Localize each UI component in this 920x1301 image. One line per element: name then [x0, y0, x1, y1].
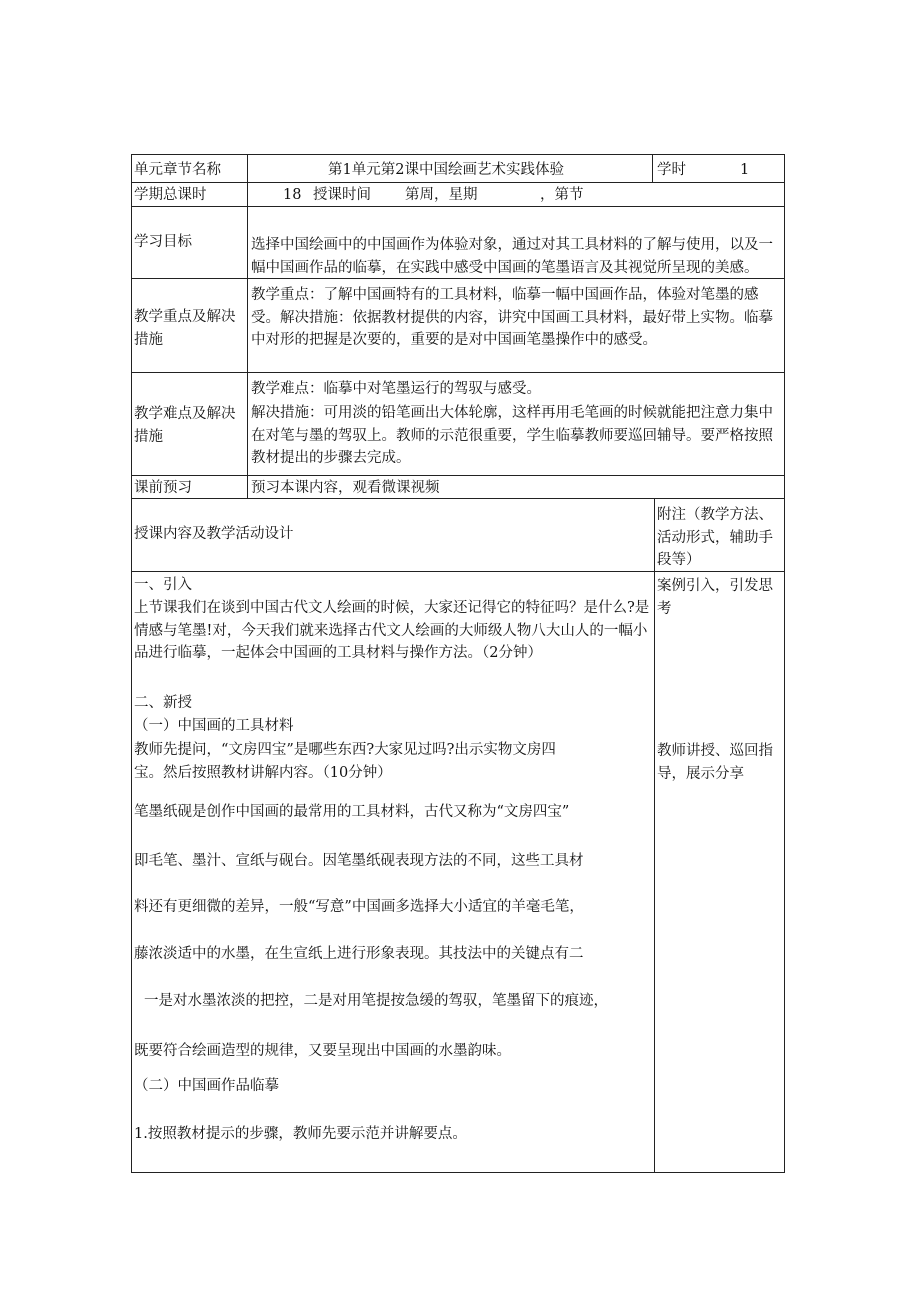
table-border-bottom	[131, 1172, 785, 1173]
difficulty-point: 教学难点：临摹中对笔墨运行的驾驭与感受。	[251, 381, 541, 397]
hours-label: 学时	[657, 162, 686, 178]
key-point-text: 教学重点：了解中国画特有的工具材料，临摹一幅中国画作品，体验对笔墨的感受。解决措施：依据教材提供的内容，讲究中国画工具材料，最好带上实物。临摹中对形的把握是次要的，重要的是对中国画笔墨操作中的感受。	[251, 287, 773, 348]
row-divider	[131, 206, 785, 207]
preview-text: 预习本课内容，观看微课视频	[251, 480, 440, 496]
learning-objective-text: 选择中国绘画中的中国画作为体验对象，通过对其工具材料的了解与使用，以及一幅中国画作品的临摹，在实践中感受中国画的笔墨语言及其视觉所呈现的美感。	[251, 237, 773, 276]
row-divider	[131, 498, 785, 499]
copy-section-title: （二）中国画作品临摹	[134, 1078, 279, 1094]
notes-header: 附注（教学方法、活动形式，辅助手段等）	[657, 507, 773, 568]
difficulty-label: 教学难点及解决措施	[134, 406, 236, 445]
key-point-label: 教学重点及解决措施	[134, 309, 236, 348]
table-border-right	[784, 154, 785, 1173]
learning-objective-label: 学习目标	[134, 234, 192, 250]
copy-step-1: 1.按照教材提示的步骤，教师先要示范并讲解要点。	[134, 1126, 467, 1142]
materials-paragraph-line5: 一是对水墨浓淡的把控，二是对用笔提按急缓的驾驭，笔墨留下的痕迹，	[144, 993, 608, 1009]
materials-paragraph-line2: 即毛笔、墨汁、宣纸与砚台。因笔墨纸砚表现方法的不同，这些工具材	[134, 853, 584, 869]
note-intro: 案例引入，引发思考	[657, 578, 773, 617]
row-divider	[131, 475, 785, 476]
unit-chapter-value: 第1单元第2课中国绘画艺术实践体验	[328, 162, 564, 178]
class-section: ，第节	[540, 187, 584, 203]
note-teaching: 教师讲授、巡回指导，展示分享	[657, 743, 773, 782]
materials-paragraph-line1: 笔墨纸砚是创作中国画的最常用的工具材料，古代又称为“文房四宝”	[134, 804, 570, 820]
new-lesson-title: 二、新授	[134, 695, 192, 711]
unit-chapter-label: 单元章节名称	[134, 162, 221, 178]
preview-label: 课前预习	[134, 480, 192, 496]
activity-design-header: 授课内容及教学活动设计	[134, 526, 294, 542]
term-hours-label: 学期总课时	[134, 187, 207, 203]
materials-intro-line2: 宝。然后按照教材讲解内容。（10分钟）	[134, 765, 392, 781]
materials-section-title: （一）中国画的工具材料	[134, 718, 294, 734]
hours-value: 1	[740, 162, 750, 178]
materials-paragraph-line3: 料还有更细微的差异，一般“写意”中国画多选择大小适宜的羊毫毛笔，	[134, 899, 584, 915]
difficulty-solution: 解决措施：可用淡的铅笔画出大体轮廓，这样再用毛笔画的时候就能把注意力集中在对笔与墨的驾驭上。教师的示范很重要，学生临摹教师要巡回辅导。要严格按照教材提出的步骤去完成。	[251, 405, 773, 466]
class-week: 第周，星期	[405, 187, 478, 203]
materials-paragraph-line6: 既要符合绘画造型的规律，又要呈现出中国画的水墨韵味。	[134, 1043, 511, 1059]
intro-title: 一、引入	[134, 577, 192, 593]
notes-column-divider	[654, 498, 655, 1173]
materials-paragraph-line4: 藤浓淡适中的水墨，在生宣纸上进行形象表现。其技法中的关键点有二	[134, 946, 584, 962]
class-time-label: 授课时间	[313, 187, 371, 203]
materials-intro-line1: 教师先提问，“文房四宝”是哪些东西?大家见过吗?出示实物文房四	[134, 742, 556, 758]
row-divider	[131, 182, 785, 183]
hours-column-divider	[652, 154, 653, 183]
table-border-left	[131, 154, 132, 1173]
intro-text: 上节课我们在谈到中国古代文人绘画的时候，大家还记得它的特征吗？是什么?是情感与笔墨!对，今天我们就来选择古代文人绘画的大师级人物八大山人的一幅小品进行临摹，一起体会中国画的工具材料与操作方法。（2分钟）	[134, 600, 650, 661]
label-column-divider	[247, 154, 248, 499]
term-hours-value: 18	[283, 187, 302, 203]
table-border-top	[131, 154, 785, 155]
row-divider	[131, 372, 785, 373]
